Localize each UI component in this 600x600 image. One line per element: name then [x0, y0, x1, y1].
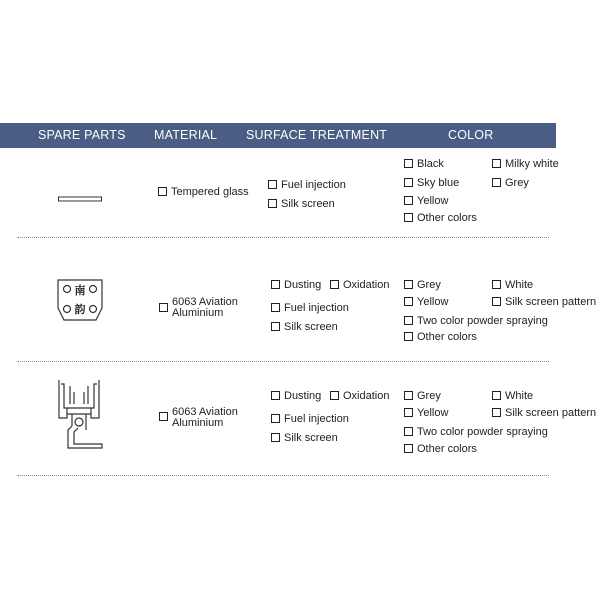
checkbox-icon	[159, 303, 168, 312]
color-checkbox[interactable]: Grey	[404, 279, 441, 291]
header-material: MATERIAL	[154, 128, 218, 142]
material-checkbox[interactable]: Tempered glass	[158, 186, 249, 198]
color-checkbox[interactable]: Yellow	[404, 296, 448, 308]
color-checkbox[interactable]: Other colors	[404, 443, 477, 455]
surface-checkbox[interactable]: Fuel injection	[268, 179, 346, 191]
material-checkbox[interactable]: 6063 Aviation Aluminium	[159, 297, 238, 319]
mounting-plate-icon	[56, 278, 104, 322]
checkbox-icon	[492, 297, 501, 306]
checkbox-icon	[404, 213, 413, 222]
checkbox-icon	[158, 187, 167, 196]
surface-checkbox[interactable]: Oxidation	[330, 279, 389, 291]
surface-checkbox[interactable]: Dusting	[271, 390, 321, 402]
checkbox-icon	[404, 332, 413, 341]
checkbox-icon	[404, 427, 413, 436]
row-divider	[17, 475, 549, 476]
checkbox-icon	[492, 178, 501, 187]
color-checkbox[interactable]: Two color powder spraying	[404, 315, 548, 327]
material-checkbox[interactable]: 6063 Aviation Aluminium	[159, 407, 238, 429]
surface-checkbox[interactable]: Fuel injection	[271, 413, 349, 425]
surface-checkbox[interactable]: Oxidation	[330, 390, 389, 402]
color-checkbox[interactable]: Silk screen pattern	[492, 407, 596, 419]
checkbox-icon	[404, 159, 413, 168]
surface-checkbox[interactable]: Silk screen	[271, 432, 338, 444]
checkbox-icon	[404, 297, 413, 306]
flat-bar-icon	[58, 189, 102, 195]
checkbox-icon	[404, 316, 413, 325]
color-checkbox[interactable]: Other colors	[404, 212, 477, 224]
checkbox-icon	[271, 414, 280, 423]
checkbox-icon	[492, 408, 501, 417]
checkbox-icon	[404, 444, 413, 453]
checkbox-icon	[271, 303, 280, 312]
color-checkbox[interactable]: Black	[404, 158, 444, 170]
color-checkbox[interactable]: Two color powder spraying	[404, 426, 548, 438]
checkbox-icon	[404, 280, 413, 289]
checkbox-icon	[271, 391, 280, 400]
checkbox-icon	[271, 280, 280, 289]
checkbox-icon	[492, 159, 501, 168]
aluminium-profile-icon	[56, 378, 106, 450]
plate-label-bottom: 韵	[74, 303, 86, 316]
checkbox-icon	[268, 180, 277, 189]
color-checkbox[interactable]: Silk screen pattern	[492, 296, 596, 308]
header-color: COLOR	[448, 128, 494, 142]
surface-checkbox[interactable]: Silk screen	[271, 321, 338, 333]
checkbox-icon	[268, 199, 277, 208]
checkbox-icon	[404, 408, 413, 417]
color-checkbox[interactable]: Other colors	[404, 331, 477, 343]
checkbox-icon	[492, 391, 501, 400]
color-checkbox[interactable]: White	[492, 279, 533, 291]
color-checkbox[interactable]: Yellow	[404, 195, 448, 207]
color-checkbox[interactable]: Milky white	[492, 158, 559, 170]
color-checkbox[interactable]: Yellow	[404, 407, 448, 419]
surface-checkbox[interactable]: Fuel injection	[271, 302, 349, 314]
checkbox-icon	[404, 391, 413, 400]
checkbox-icon	[404, 178, 413, 187]
color-checkbox[interactable]: Grey	[404, 390, 441, 402]
color-checkbox[interactable]: Sky blue	[404, 177, 459, 189]
plate-label-top: 南	[74, 284, 86, 297]
checkbox-icon	[271, 433, 280, 442]
surface-checkbox[interactable]: Dusting	[271, 279, 321, 291]
color-checkbox[interactable]: Grey	[492, 177, 529, 189]
header-spare-parts: SPARE PARTS	[38, 128, 126, 142]
checkbox-icon	[330, 280, 339, 289]
color-checkbox[interactable]: White	[492, 390, 533, 402]
row-divider	[17, 237, 549, 238]
checkbox-icon	[404, 196, 413, 205]
row-divider	[17, 361, 549, 362]
checkbox-icon	[271, 322, 280, 331]
checkbox-icon	[159, 412, 168, 421]
header-surface-treatment: SURFACE TREATMENT	[246, 128, 388, 142]
checkbox-icon	[492, 280, 501, 289]
surface-checkbox[interactable]: Silk screen	[268, 198, 335, 210]
table-header	[0, 123, 556, 148]
checkbox-icon	[330, 391, 339, 400]
